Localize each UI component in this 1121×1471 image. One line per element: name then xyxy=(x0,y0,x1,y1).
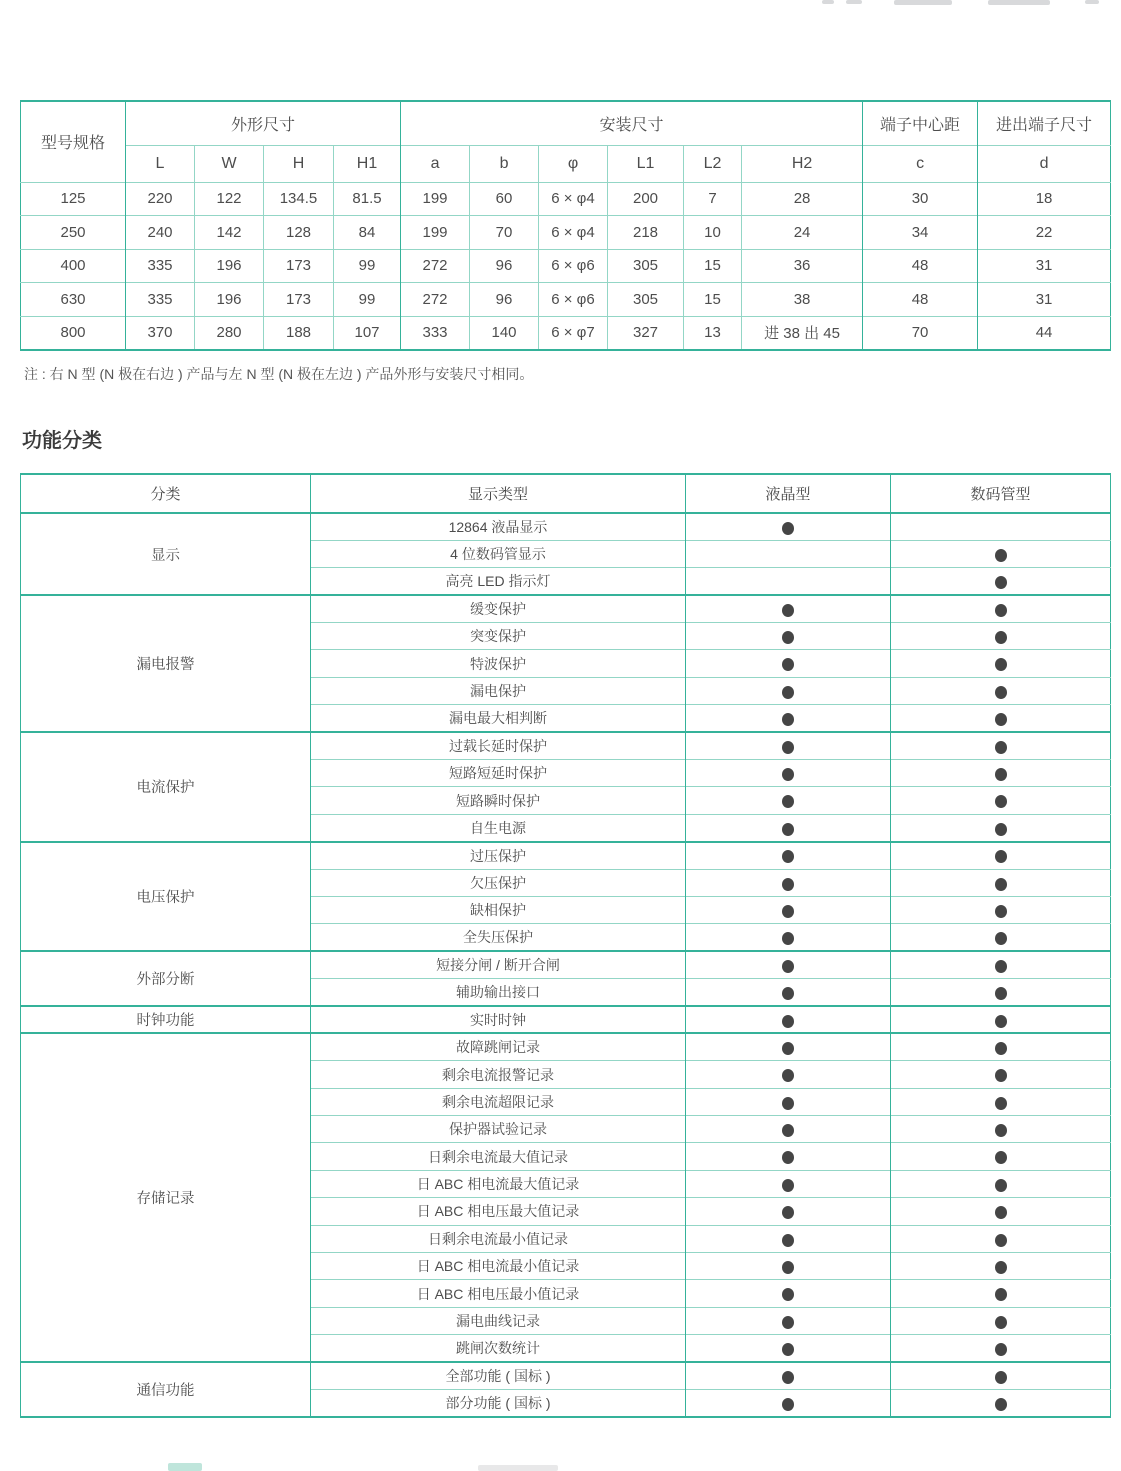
supported-dot-icon xyxy=(782,1316,794,1329)
supported-dot-icon xyxy=(995,905,1007,918)
section-title: 功能分类 xyxy=(22,430,102,452)
feature-row xyxy=(21,513,1111,540)
supported-dot-icon xyxy=(995,631,1007,644)
lcd-support-cell xyxy=(686,623,891,650)
dimension-value-cell: 134.5 xyxy=(264,182,334,216)
model-spec-cell: 125 xyxy=(21,182,126,216)
supported-dot-icon xyxy=(782,1288,794,1301)
dimension-row xyxy=(21,182,1111,216)
dimension-value-cell: 31 xyxy=(978,283,1111,317)
supported-dot-icon xyxy=(995,1398,1007,1411)
digital-support-cell xyxy=(891,787,1111,814)
digital-support-cell xyxy=(891,842,1111,869)
dimension-value-cell: 48 xyxy=(863,283,978,317)
supported-dot-icon xyxy=(782,795,794,808)
digital-support-cell xyxy=(891,595,1111,622)
dimension-value-cell: 200 xyxy=(608,182,684,216)
column-group-header-mounting: 安装尺寸 xyxy=(401,101,863,145)
lcd-support-cell xyxy=(686,1253,891,1280)
feature-name-cell: 漏电保护 xyxy=(311,677,686,704)
dimension-value-cell: 31 xyxy=(978,249,1111,283)
feature-name-cell: 部分功能 ( 国标 ) xyxy=(311,1390,686,1417)
feature-name-cell: 高亮 LED 指示灯 xyxy=(311,568,686,595)
feature-name-cell: 12864 液晶显示 xyxy=(311,513,686,540)
function-column-header-display-type: 显示类型 xyxy=(311,474,686,513)
supported-dot-icon xyxy=(995,713,1007,726)
dimensions-table xyxy=(20,100,1111,351)
digital-support-cell xyxy=(891,1033,1111,1060)
supported-dot-icon xyxy=(782,850,794,863)
dimension-value-cell: 196 xyxy=(195,283,264,317)
column-header: W xyxy=(195,145,264,182)
feature-name-cell: 过压保护 xyxy=(311,842,686,869)
feature-name-cell: 故障跳闸记录 xyxy=(311,1033,686,1060)
supported-dot-icon xyxy=(995,1343,1007,1356)
dimension-value-cell: 99 xyxy=(334,249,401,283)
supported-dot-icon xyxy=(995,1015,1007,1028)
column-header: H1 xyxy=(334,145,401,182)
feature-name-cell: 日 ABC 相电流最大值记录 xyxy=(311,1170,686,1197)
supported-dot-icon xyxy=(995,604,1007,617)
cropped-text-artifact xyxy=(1085,0,1099,4)
lcd-support-cell xyxy=(686,924,891,951)
dimension-value-cell: 6 × φ6 xyxy=(539,283,608,317)
lcd-support-cell xyxy=(686,896,891,923)
lcd-support-cell xyxy=(686,1225,891,1252)
digital-support-cell xyxy=(891,1116,1111,1143)
dimensions-header-group-row xyxy=(21,101,1111,145)
supported-dot-icon xyxy=(995,1371,1007,1384)
supported-dot-icon xyxy=(995,768,1007,781)
column-header: H xyxy=(264,145,334,182)
supported-dot-icon xyxy=(995,576,1007,589)
dimension-value-cell: 96 xyxy=(470,283,539,317)
digital-support-cell xyxy=(891,623,1111,650)
dimension-value-cell: 48 xyxy=(863,249,978,283)
dimension-value-cell: 188 xyxy=(264,316,334,350)
lcd-support-cell xyxy=(686,1006,891,1033)
dimension-value-cell: 6 × φ7 xyxy=(539,316,608,350)
dimension-value-cell: 142 xyxy=(195,216,264,250)
feature-name-cell: 全失压保护 xyxy=(311,924,686,951)
dimension-value-cell: 327 xyxy=(608,316,684,350)
feature-name-cell: 保护器试验记录 xyxy=(311,1116,686,1143)
feature-name-cell: 全部功能 ( 国标 ) xyxy=(311,1362,686,1389)
digital-support-cell xyxy=(891,814,1111,841)
supported-dot-icon xyxy=(782,932,794,945)
dimension-value-cell: 140 xyxy=(470,316,539,350)
lcd-support-cell xyxy=(686,760,891,787)
feature-name-cell: 短路短延时保护 xyxy=(311,760,686,787)
supported-dot-icon xyxy=(995,658,1007,671)
column-header: φ xyxy=(539,145,608,182)
feature-name-cell: 跳闸次数统计 xyxy=(311,1335,686,1362)
dimension-value-cell: 335 xyxy=(126,283,195,317)
model-spec-cell: 400 xyxy=(21,249,126,283)
dimension-value-cell: 38 xyxy=(742,283,863,317)
feature-name-cell: 日 ABC 相电压最大值记录 xyxy=(311,1198,686,1225)
supported-dot-icon xyxy=(782,1069,794,1082)
digital-support-cell xyxy=(891,1253,1111,1280)
dimension-row xyxy=(21,316,1111,350)
dimension-value-cell: 370 xyxy=(126,316,195,350)
category-cell: 通信功能 xyxy=(21,1362,311,1417)
lcd-support-cell xyxy=(686,1061,891,1088)
supported-dot-icon xyxy=(782,604,794,617)
supported-dot-icon xyxy=(995,795,1007,808)
dimension-value-cell: 6 × φ4 xyxy=(539,182,608,216)
digital-support-cell xyxy=(891,1335,1111,1362)
feature-name-cell: 剩余电流报警记录 xyxy=(311,1061,686,1088)
supported-dot-icon xyxy=(782,631,794,644)
dimension-value-cell: 199 xyxy=(401,216,470,250)
supported-dot-icon xyxy=(782,741,794,754)
digital-support-cell xyxy=(891,1170,1111,1197)
feature-name-cell: 4 位数码管显示 xyxy=(311,540,686,567)
dimension-value-cell: 173 xyxy=(264,283,334,317)
supported-dot-icon xyxy=(782,987,794,1000)
supported-dot-icon xyxy=(782,686,794,699)
dimension-value-cell: 30 xyxy=(863,182,978,216)
supported-dot-icon xyxy=(995,932,1007,945)
supported-dot-icon xyxy=(782,1343,794,1356)
dimension-value-cell: 24 xyxy=(742,216,863,250)
dimension-value-cell: 15 xyxy=(684,249,742,283)
digital-support-cell xyxy=(891,1362,1111,1389)
supported-dot-icon xyxy=(782,905,794,918)
digital-support-cell xyxy=(891,513,1111,540)
supported-dot-icon xyxy=(995,1316,1007,1329)
lcd-support-cell xyxy=(686,732,891,759)
dimensions-header-sub-row xyxy=(21,145,1111,182)
dimension-value-cell: 70 xyxy=(470,216,539,250)
lcd-support-cell xyxy=(686,1390,891,1417)
dimension-value-cell: 96 xyxy=(470,249,539,283)
supported-dot-icon xyxy=(782,1015,794,1028)
dimension-value-cell: 84 xyxy=(334,216,401,250)
supported-dot-icon xyxy=(995,850,1007,863)
category-cell: 电压保护 xyxy=(21,842,311,952)
cropped-text-artifact xyxy=(168,1463,202,1471)
model-spec-cell: 800 xyxy=(21,316,126,350)
supported-dot-icon xyxy=(782,1179,794,1192)
table-note: 注 : 右 N 型 (N 极在右边 ) 产品与左 N 型 (N 极在左边 ) 产品外形与安装尺寸相同。 xyxy=(24,366,534,382)
column-header: c xyxy=(863,145,978,182)
dimension-value-cell: 36 xyxy=(742,249,863,283)
feature-name-cell: 缺相保护 xyxy=(311,896,686,923)
dimension-value-cell: 81.5 xyxy=(334,182,401,216)
supported-dot-icon xyxy=(995,960,1007,973)
dimension-value-cell: 333 xyxy=(401,316,470,350)
lcd-support-cell xyxy=(686,1362,891,1389)
lcd-support-cell xyxy=(686,677,891,704)
dimension-value-cell: 99 xyxy=(334,283,401,317)
column-header: L1 xyxy=(608,145,684,182)
dimension-value-cell: 272 xyxy=(401,249,470,283)
feature-name-cell: 漏电曲线记录 xyxy=(311,1307,686,1334)
supported-dot-icon xyxy=(995,1069,1007,1082)
lcd-support-cell xyxy=(686,568,891,595)
lcd-support-cell xyxy=(686,1280,891,1307)
feature-name-cell: 辅助输出接口 xyxy=(311,979,686,1006)
dimension-value-cell: 173 xyxy=(264,249,334,283)
digital-support-cell xyxy=(891,1143,1111,1170)
feature-name-cell: 缓变保护 xyxy=(311,595,686,622)
dimension-value-cell: 44 xyxy=(978,316,1111,350)
feature-row xyxy=(21,1006,1111,1033)
dimension-value-cell: 199 xyxy=(401,182,470,216)
cropped-text-artifact xyxy=(478,1465,558,1471)
supported-dot-icon xyxy=(995,1124,1007,1137)
column-header: b xyxy=(470,145,539,182)
column-header: a xyxy=(401,145,470,182)
column-header: d xyxy=(978,145,1111,182)
lcd-support-cell xyxy=(686,1143,891,1170)
lcd-support-cell xyxy=(686,1033,891,1060)
digital-support-cell xyxy=(891,540,1111,567)
digital-support-cell xyxy=(891,924,1111,951)
feature-name-cell: 过载长延时保护 xyxy=(311,732,686,759)
supported-dot-icon xyxy=(995,1261,1007,1274)
supported-dot-icon xyxy=(995,823,1007,836)
dimension-value-cell: 18 xyxy=(978,182,1111,216)
supported-dot-icon xyxy=(995,1097,1007,1110)
supported-dot-icon xyxy=(782,1261,794,1274)
feature-name-cell: 自生电源 xyxy=(311,814,686,841)
lcd-support-cell xyxy=(686,595,891,622)
function-column-header-category: 分类 xyxy=(150,486,181,503)
feature-row xyxy=(21,1033,1111,1060)
column-group-header-model: 型号规格 xyxy=(40,135,105,153)
model-spec-cell: 250 xyxy=(21,216,126,250)
dimension-value-cell: 7 xyxy=(684,182,742,216)
dimension-value-cell: 220 xyxy=(126,182,195,216)
dimension-value-cell: 10 xyxy=(684,216,742,250)
supported-dot-icon xyxy=(995,1288,1007,1301)
digital-support-cell xyxy=(891,1198,1111,1225)
dimension-value-cell: 280 xyxy=(195,316,264,350)
digital-support-cell xyxy=(891,1280,1111,1307)
feature-name-cell: 突变保护 xyxy=(311,623,686,650)
supported-dot-icon xyxy=(782,1042,794,1055)
dimension-row xyxy=(21,249,1111,283)
feature-name-cell: 短接分闸 / 断开合闸 xyxy=(311,951,686,978)
digital-support-cell xyxy=(891,1390,1111,1417)
dimension-value-cell: 28 xyxy=(742,182,863,216)
lcd-support-cell xyxy=(686,540,891,567)
column-group-header-outline: 外形尺寸 xyxy=(126,101,401,145)
digital-support-cell xyxy=(891,1061,1111,1088)
dimension-value-cell: 305 xyxy=(608,249,684,283)
category-cell: 外部分断 xyxy=(21,951,311,1006)
function-column-header-lcd: 液晶型 xyxy=(686,474,891,513)
feature-row xyxy=(21,732,1111,759)
lcd-support-cell xyxy=(686,951,891,978)
category-cell: 存储记录 xyxy=(21,1033,311,1362)
lcd-support-cell xyxy=(686,869,891,896)
supported-dot-icon xyxy=(782,878,794,891)
digital-support-cell xyxy=(891,1006,1111,1033)
category-cell: 漏电报警 xyxy=(21,595,311,732)
category-cell: 显示 xyxy=(21,513,311,595)
lcd-support-cell xyxy=(686,979,891,1006)
lcd-support-cell xyxy=(686,705,891,732)
supported-dot-icon xyxy=(995,686,1007,699)
dimension-value-cell: 218 xyxy=(608,216,684,250)
supported-dot-icon xyxy=(782,658,794,671)
dimension-value-cell: 15 xyxy=(684,283,742,317)
supported-dot-icon xyxy=(782,1124,794,1137)
dimension-row xyxy=(21,216,1111,250)
supported-dot-icon xyxy=(995,549,1007,562)
digital-support-cell xyxy=(891,951,1111,978)
supported-dot-icon xyxy=(995,1151,1007,1164)
feature-name-cell: 剩余电流超限记录 xyxy=(311,1088,686,1115)
dimension-value-cell: 122 xyxy=(195,182,264,216)
feature-row xyxy=(21,951,1111,978)
cropped-text-artifact xyxy=(988,0,1050,5)
dimension-value-cell: 22 xyxy=(978,216,1111,250)
dimension-value-cell: 335 xyxy=(126,249,195,283)
supported-dot-icon xyxy=(782,1234,794,1247)
supported-dot-icon xyxy=(995,1179,1007,1192)
digital-support-cell xyxy=(891,1088,1111,1115)
digital-support-cell xyxy=(891,568,1111,595)
lcd-support-cell xyxy=(686,1088,891,1115)
dimension-value-cell: 60 xyxy=(470,182,539,216)
supported-dot-icon xyxy=(782,1371,794,1384)
supported-dot-icon xyxy=(995,987,1007,1000)
function-header-row xyxy=(21,474,1111,513)
supported-dot-icon xyxy=(782,768,794,781)
column-group-header-terminal-pitch: 端子中心距 xyxy=(863,101,978,145)
lcd-support-cell xyxy=(686,650,891,677)
digital-support-cell xyxy=(891,896,1111,923)
lcd-support-cell xyxy=(686,814,891,841)
feature-row xyxy=(21,1362,1111,1389)
dimension-value-cell: 272 xyxy=(401,283,470,317)
lcd-support-cell xyxy=(686,1116,891,1143)
supported-dot-icon xyxy=(782,1151,794,1164)
digital-support-cell xyxy=(891,1225,1111,1252)
dimension-value-cell: 128 xyxy=(264,216,334,250)
category-cell: 时钟功能 xyxy=(21,1006,311,1033)
lcd-support-cell xyxy=(686,842,891,869)
dimension-value-cell: 6 × φ6 xyxy=(539,249,608,283)
supported-dot-icon xyxy=(995,1206,1007,1219)
feature-row xyxy=(21,595,1111,622)
feature-name-cell: 欠压保护 xyxy=(311,869,686,896)
dimension-value-cell: 70 xyxy=(863,316,978,350)
digital-support-cell xyxy=(891,732,1111,759)
supported-dot-icon xyxy=(995,878,1007,891)
dimension-value-cell: 196 xyxy=(195,249,264,283)
supported-dot-icon xyxy=(782,713,794,726)
supported-dot-icon xyxy=(782,960,794,973)
dimension-row xyxy=(21,283,1111,317)
cropped-text-artifact xyxy=(894,0,952,5)
feature-name-cell: 实时时钟 xyxy=(311,1006,686,1033)
digital-support-cell xyxy=(891,677,1111,704)
dimension-value-cell: 240 xyxy=(126,216,195,250)
feature-name-cell: 漏电最大相判断 xyxy=(311,705,686,732)
supported-dot-icon xyxy=(995,1234,1007,1247)
lcd-support-cell xyxy=(686,1335,891,1362)
feature-row xyxy=(21,842,1111,869)
supported-dot-icon xyxy=(782,823,794,836)
supported-dot-icon xyxy=(995,1042,1007,1055)
function-table xyxy=(20,473,1111,1418)
digital-support-cell xyxy=(891,760,1111,787)
cropped-text-artifact xyxy=(822,0,834,4)
supported-dot-icon xyxy=(782,1398,794,1411)
digital-support-cell xyxy=(891,650,1111,677)
supported-dot-icon xyxy=(782,1206,794,1219)
feature-name-cell: 日剩余电流最小值记录 xyxy=(311,1225,686,1252)
supported-dot-icon xyxy=(782,1097,794,1110)
dimension-value-cell: 进 38 出 45 xyxy=(742,316,863,350)
function-column-header-digital: 数码管型 xyxy=(891,474,1111,513)
model-spec-cell: 630 xyxy=(21,283,126,317)
cropped-text-artifact xyxy=(846,0,862,4)
lcd-support-cell xyxy=(686,1170,891,1197)
feature-name-cell: 特波保护 xyxy=(311,650,686,677)
category-cell: 电流保护 xyxy=(21,732,311,842)
dimension-value-cell: 13 xyxy=(684,316,742,350)
column-group-header-terminal-size: 进出端子尺寸 xyxy=(978,101,1111,145)
column-header: H2 xyxy=(742,145,863,182)
dimension-value-cell: 6 × φ4 xyxy=(539,216,608,250)
feature-name-cell: 日 ABC 相电流最小值记录 xyxy=(311,1253,686,1280)
supported-dot-icon xyxy=(782,522,794,535)
digital-support-cell xyxy=(891,869,1111,896)
feature-name-cell: 短路瞬时保护 xyxy=(311,787,686,814)
dimension-value-cell: 305 xyxy=(608,283,684,317)
dimension-value-cell: 107 xyxy=(334,316,401,350)
feature-name-cell: 日剩余电流最大值记录 xyxy=(311,1143,686,1170)
digital-support-cell xyxy=(891,705,1111,732)
lcd-support-cell xyxy=(686,1198,891,1225)
lcd-support-cell xyxy=(686,513,891,540)
digital-support-cell xyxy=(891,1307,1111,1334)
lcd-support-cell xyxy=(686,1307,891,1334)
column-header: L2 xyxy=(684,145,742,182)
dimension-value-cell: 34 xyxy=(863,216,978,250)
supported-dot-icon xyxy=(995,741,1007,754)
feature-name-cell: 日 ABC 相电压最小值记录 xyxy=(311,1280,686,1307)
digital-support-cell xyxy=(891,979,1111,1006)
lcd-support-cell xyxy=(686,787,891,814)
column-header: L xyxy=(126,145,195,182)
